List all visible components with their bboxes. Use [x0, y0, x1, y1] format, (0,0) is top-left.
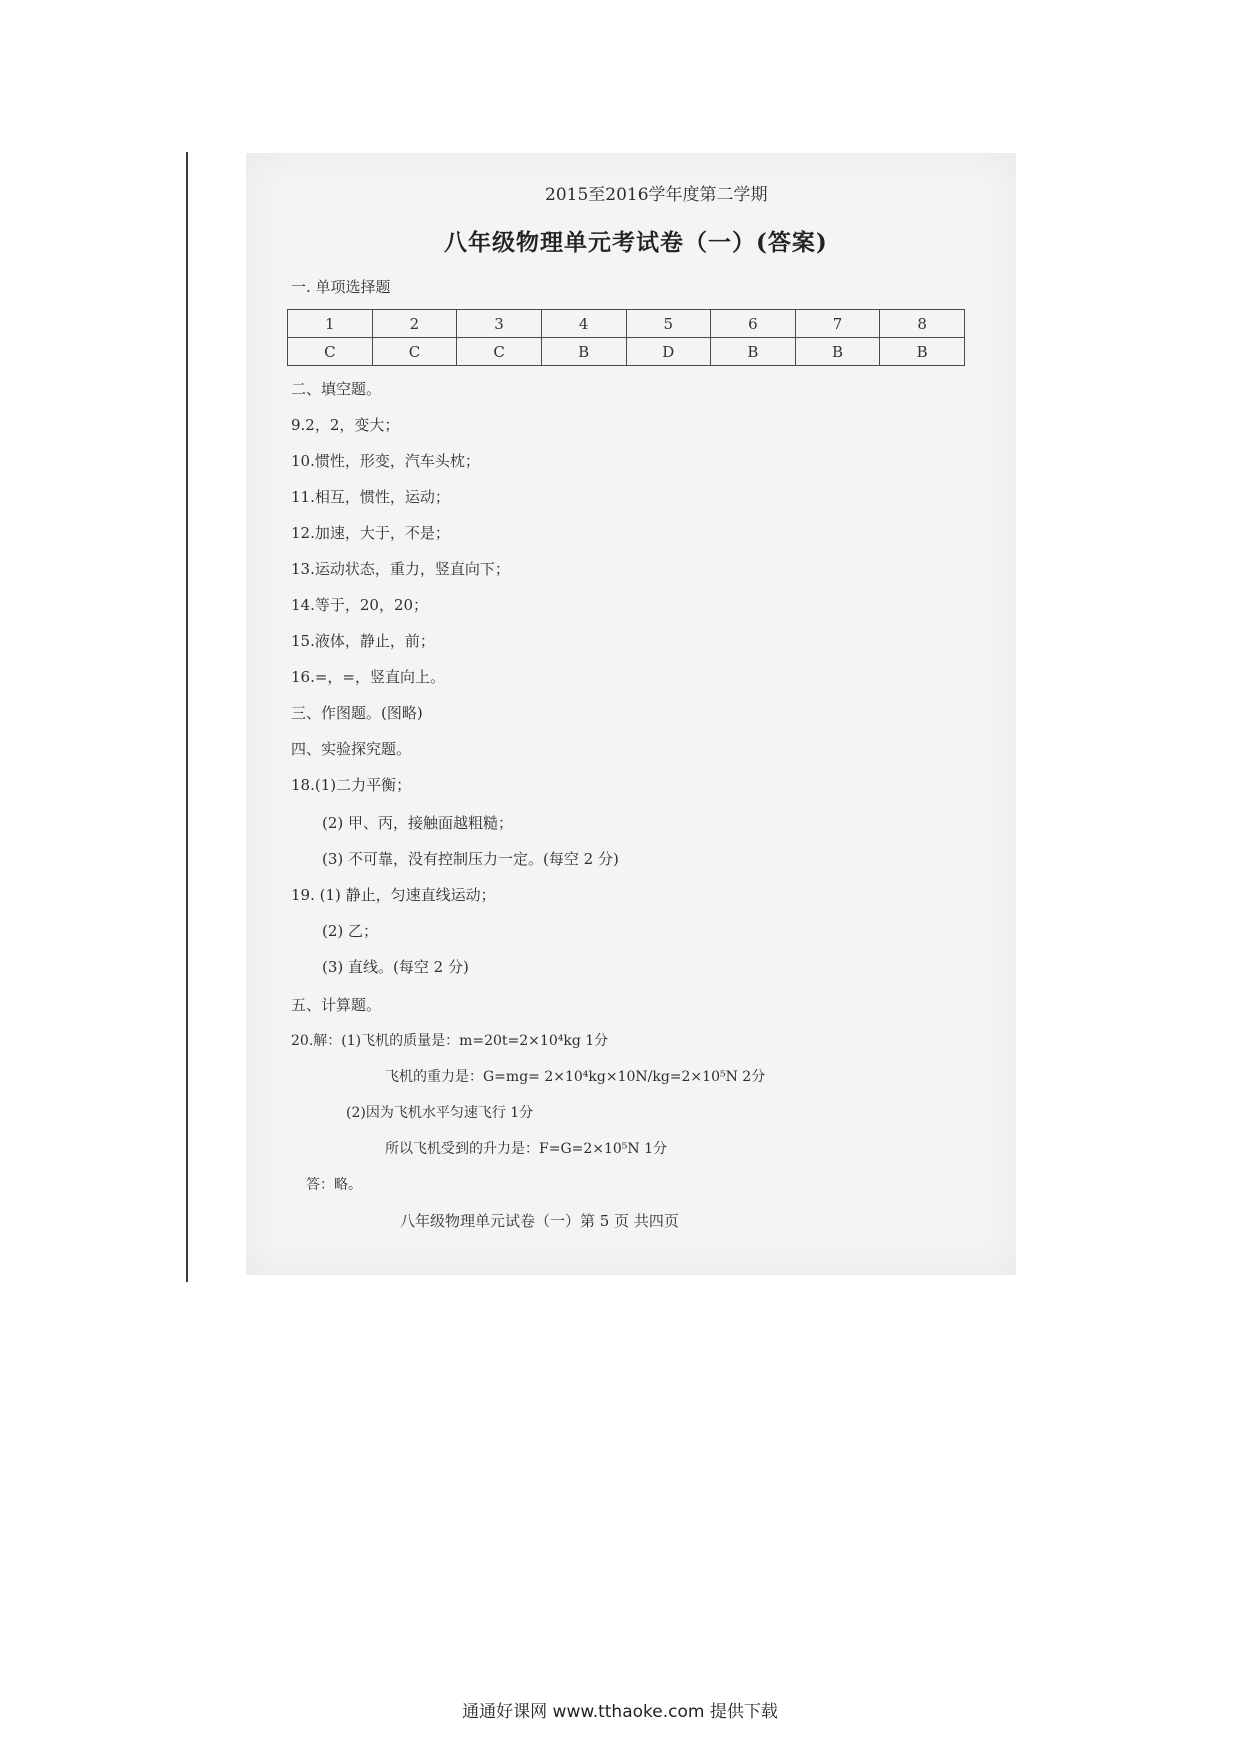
table-cell: 8 — [880, 310, 965, 338]
answer-line: (3) 直线。(每空 2 分) — [322, 958, 469, 976]
table-cell: 3 — [457, 310, 542, 338]
table-cell: B — [711, 338, 796, 366]
table-cell: 5 — [626, 310, 711, 338]
table-cell: C — [372, 338, 457, 366]
final-answer: 答：略。 — [306, 1177, 362, 1193]
answer-line: 11.相互，惯性，运动； — [291, 488, 450, 506]
site-footer: 通通好课网 www.tthaoke.com 提供下载 — [462, 1702, 778, 1722]
table-cell: C — [288, 338, 373, 366]
scan-edge-line — [186, 152, 188, 1282]
answer-line: 15.液体，静止，前； — [291, 632, 435, 650]
section-heading-choice: 一. 单项选择题 — [291, 278, 391, 296]
table-cell: 4 — [541, 310, 626, 338]
calculation-line: (2)因为飞机水平匀速飞行 1分 — [346, 1105, 534, 1121]
section-heading-drawing: 三、作图题。(图略) — [291, 704, 423, 722]
calculation-line: 飞机的重力是：G=mg= 2×10⁴kg×10N/kg=2×10⁵N 2分 — [385, 1069, 766, 1085]
table-cell: B — [541, 338, 626, 366]
answer-line: 13.运动状态，重力，竖直向下； — [291, 560, 510, 578]
choice-answer-table — [287, 309, 965, 366]
answer-line: 14.等于，20，20； — [291, 596, 429, 614]
answer-line: 9.2，2，变大； — [291, 416, 400, 434]
table-row-numbers — [288, 310, 965, 338]
table-cell: B — [880, 338, 965, 366]
table-cell: C — [457, 338, 542, 366]
table-row-answers — [288, 338, 965, 366]
page-title: 八年级物理单元考试卷（一）(答案) — [444, 229, 828, 256]
table-cell: 7 — [795, 310, 880, 338]
section-heading-experiment: 四、实验探究题。 — [291, 740, 412, 758]
section-heading-fill-in: 二、填空题。 — [291, 380, 382, 398]
calculation-line: 所以飞机受到的升力是：F=G=2×10⁵N 1分 — [385, 1141, 668, 1157]
answer-line: (2) 甲、丙，接触面越粗糙； — [322, 814, 514, 832]
answer-line: 12.加速，大于，不是； — [291, 524, 450, 542]
table-cell: B — [795, 338, 880, 366]
table-cell: 6 — [711, 310, 796, 338]
table-cell: 1 — [288, 310, 373, 338]
answer-line: 19. (1) 静止，匀速直线运动； — [291, 886, 496, 904]
term-heading: 2015至2016学年度第二学期 — [545, 185, 768, 205]
answer-line: 10.惯性，形变，汽车头枕； — [291, 452, 480, 470]
section-heading-calculation: 五、计算题。 — [291, 996, 382, 1014]
page-footer: 八年级物理单元试卷（一）第 5 页 共四页 — [400, 1212, 679, 1230]
calculation-line: 20.解：(1)飞机的质量是：m=20t=2×10⁴kg 1分 — [291, 1033, 609, 1049]
answer-line: (2) 乙； — [322, 922, 379, 940]
table-cell: 2 — [372, 310, 457, 338]
answer-line: 18.(1)二力平衡； — [291, 776, 412, 794]
table-cell: D — [626, 338, 711, 366]
answer-line: 16.=，=，竖直向上。 — [291, 668, 445, 686]
answer-line: (3) 不可靠，没有控制压力一定。(每空 2 分) — [322, 850, 619, 868]
